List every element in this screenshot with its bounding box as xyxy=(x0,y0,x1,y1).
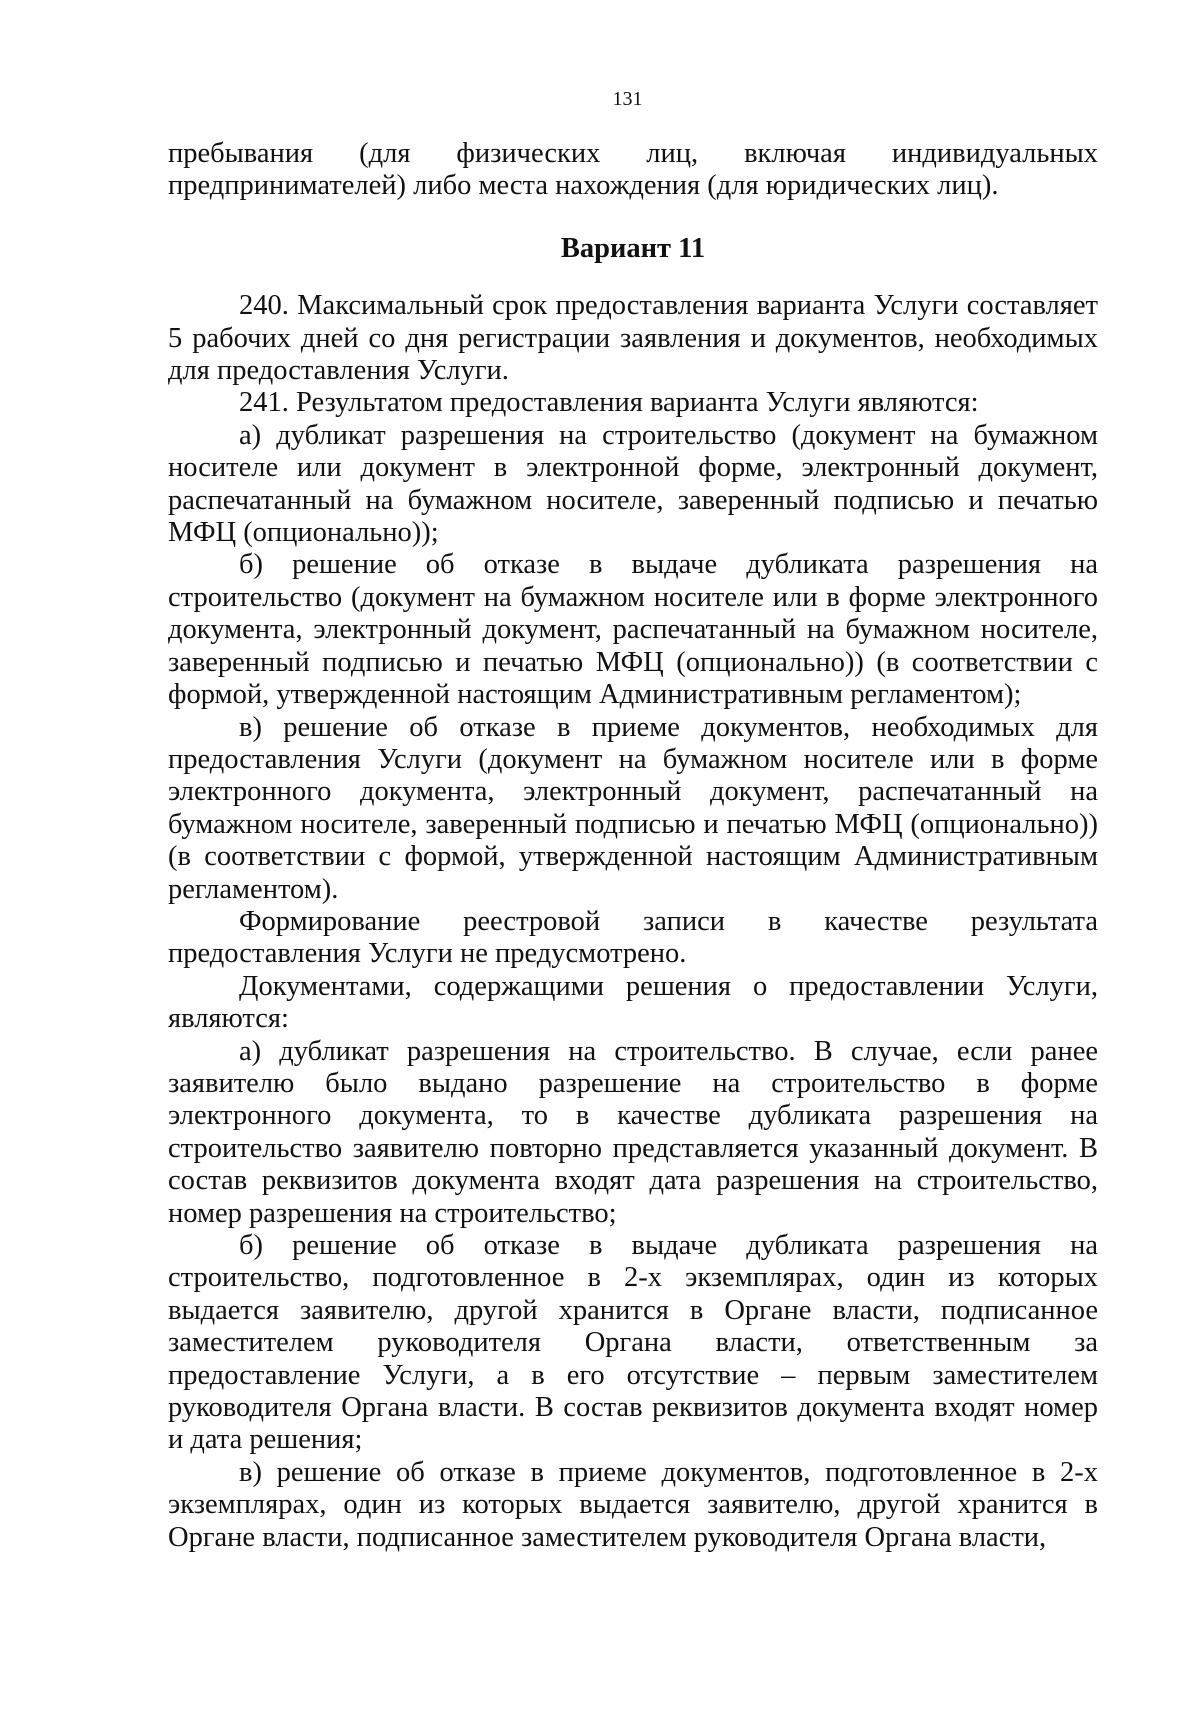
document-body xyxy=(168,138,1098,1554)
paragraph-docs-v: в) решение об отказе в приеме документов, подготовленное в 2-х экземплярах, один из которых выдается заявителю, другой хранится в Органе власти, подписанное заместителем руководителя Органа власти, xyxy=(168,1456,1098,1553)
paragraph-241-a: а) дубликат разрешения на строительство (документ на бумажном носителе или документ в электронной форме, электронный документ, распечатанный на бумажном носителе, заверенный подписью и печатью МФЦ (опционально)); xyxy=(168,419,1098,549)
paragraph-docs-b: б) решение об отказе в выдаче дубликата разрешения на строительство, подготовленное в 2-х экземплярах, один из которых выдается заявителю, другой хранится в Органе власти, подписанное заместителем руководителя Органа власти, ответственным за предоставление Услуги, а в его отсутствие – первым заместителем руководителя Органа власти. В состав реквизитов документа входят номер и дата решения; xyxy=(168,1230,1098,1456)
paragraph-docs-a: а) дубликат разрешения на строительство. В случае, если ранее заявителю было выдано разрешение на строительство в форме электронного документа, то в качестве дубликата разрешения на строительство заявителю повторно представляется указанный документ. В состав реквизитов документа входят дата разрешения на строительство, номер разрешения на строительство; xyxy=(168,1035,1098,1229)
paragraph-241-v: в) решение об отказе в приеме документов, необходимых для предоставления Услуги (документ на бумажном носителе или в форме электронного документа, электронный документ, распечатанный на бумажном носителе, заверенный подписью и печатью МФЦ (опционально)) (в соответствии с формой, утвержденной настоящим Административным регламентом). xyxy=(168,711,1098,905)
paragraph-residence: пребывания (для физических лиц, включая индивидуальных предпринимателей) либо места нахождения (для юридических лиц). xyxy=(168,138,1098,202)
section-heading: Вариант 11 xyxy=(560,232,706,264)
paragraph-241: 241. Результатом предоставления варианта Услуги являются: xyxy=(239,387,979,419)
paragraph-240: 240. Максимальный срок предоставления варианта Услуги составляет 5 рабочих дней со дня регистрации заявления и документов, необходимых для предоставления Услуги. xyxy=(168,290,1098,387)
paragraph-decision-documents: Документами, содержащими решения о предоставлении Услуги, являются: xyxy=(168,970,1098,1035)
paragraph-241-b: б) решение об отказе в выдаче дубликата разрешения на строительство (документ на бумажном носителе или в форме электронного документа, электронный документ, распечатанный на бумажном носителе, заверенный подписью и печатью МФЦ (опционально)) (в соответствии с формой, утвержденной настоящим Административным регламентом); xyxy=(168,549,1098,711)
page-number: 131 xyxy=(612,88,643,110)
paragraph-registry-record: Формирование реестровой записи в качестве результата предоставления Услуги не предусмотрено. xyxy=(168,905,1098,970)
